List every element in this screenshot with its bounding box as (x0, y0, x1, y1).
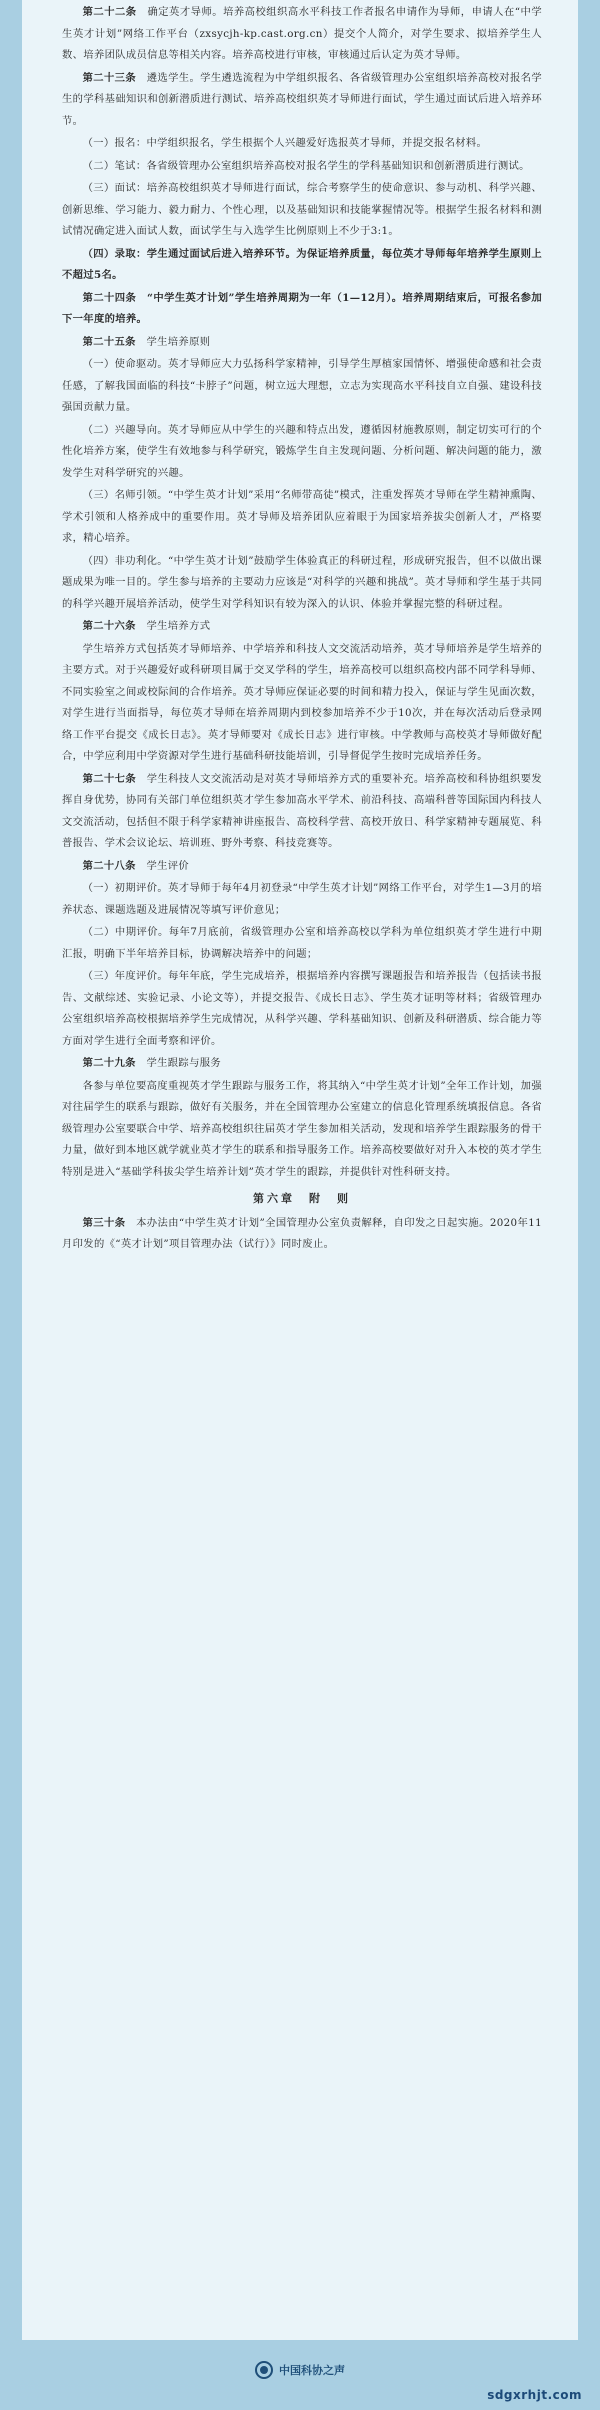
article-paragraph (62, 769, 542, 855)
paragraph-text: （三）年度评价。每年年底，学生完成培养，根据培养内容撰写课题报告和培养报告（包括读书报告、文献综述、实验记录、小论文等），并提交报告、《成长日志》、学生英才证明等材料；省级管理办公室组织培养高校根据培养学生完成情况，从科学兴趣、学科基础知识、创新及科研潜质、综合能力等方面对学生进行全面考察和评价。 (62, 970, 542, 1047)
clause-paragraph (62, 966, 542, 1052)
clause-paragraph (62, 551, 542, 616)
paragraph-text: 学生评价 (146, 859, 190, 872)
article-number: 第二十四条 (82, 291, 137, 304)
paragraph-text: （三）名师引领。“中学生英才计划”采用“名师带高徒”模式，注重发挥英才导师在学生精神熏陶、学术引领和人格养成中的重要作用。英才导师及培养团队应着眼于为国家培养拔尖创新人才，严格要求，精心培养。 (62, 489, 542, 544)
article-number: 第二十二条 (82, 6, 137, 18)
article-number: 第二十七条 (82, 772, 137, 785)
paragraph-text: 确定英才导师。培养高校组织高水平科技工作者报名申请作为导师，申请人在“中学生英才计划”网络工作平台（zxsycjh-kp.cast.org.cn）提交个人简介，对学生要求、拟培养学生人数、培养团队成员信息等相关内容。培养高校进行审核，审核通过后认定为英才导师。 (62, 6, 543, 61)
document-body (62, 0, 542, 1257)
article-paragraph (62, 68, 542, 133)
chapter-heading: 第六章 附 则 (253, 1192, 351, 1205)
paragraph-text: （二）中期评价。每年7月底前，省级管理办公室和培养高校以学科为单位组织英才学生进行中期汇报，明确下半年培养目标，协调解决培养中的问题； (62, 926, 542, 960)
clause-paragraph (62, 1076, 542, 1184)
article-paragraph (62, 2, 542, 67)
paragraph-text: （一）报名：中学组织报名，学生根据个人兴趣爱好选报英才导师，并提交报名材料。 (82, 137, 488, 149)
clause-paragraph (62, 878, 542, 921)
paragraph-text: 遴选学生。学生遴选流程为中学组织报名、各省级管理办公室组织培养高校对报名学生的学科基础知识和创新潜质进行测试、培养高校组织英才导师进行面试，学生通过面试后进入培养环节。 (62, 71, 543, 127)
article-paragraph (62, 1053, 542, 1075)
clause-paragraph (62, 639, 542, 768)
paragraph-text: （二）笔试：各省级管理办公室组织培养高校对报名学生的学科基础知识和创新潜质进行测试。 (82, 159, 530, 172)
clause-paragraph (62, 485, 542, 550)
paragraph-text: 学生跟踪与服务 (146, 1057, 222, 1069)
clause-paragraph (62, 156, 542, 178)
article-number: 第二十三条 (82, 71, 137, 84)
article-number: 第二十八条 (82, 859, 136, 872)
clause-paragraph (62, 420, 542, 485)
clause-paragraph (62, 354, 542, 419)
paragraph-text: （一）初期评价。英才导师于每年4月初登录“中学生英才计划”网络工作平台，对学生1—3月的培养状态、课题选题及进展情况等填写评价意见； (62, 882, 542, 916)
clause-paragraph (62, 922, 542, 965)
article-number: 第三十条 (82, 1216, 126, 1229)
article-paragraph (62, 856, 542, 878)
article-number: 第二十九条 (82, 1057, 136, 1069)
paragraph-text: （四）非功利化。“中学生英才计划”鼓励学生体验真正的科研过程，形成研究报告，但不以做出课题成果为唯一目的。学生参与培养的主要动力应该是“对科学的兴趣和挑战”。英才导师和学生基于共同的科学兴趣开展培养活动，使学生对学科知识有较为深入的认识、体验并掌握完整的科研过程。 (62, 554, 542, 610)
footer-logo-text: 中国科协之声 (279, 2364, 345, 2377)
paragraph-text: （一）使命驱动。英才导师应大力弘扬科学家精神，引导学生厚植家国情怀、增强使命感和社会责任感，了解我国面临的科技“卡脖子”问题，树立远大理想，立志为实现高水平科技自立自强、建设科技强国贡献力量。 (62, 358, 542, 413)
article-paragraph (62, 616, 542, 638)
paragraph-text: （二）兴趣导向。英才导师应从中学生的兴趣和特点出发，遵循因材施教原则，制定切实可行的个性化培养方案，使学生有效地参与科学研究，锻炼学生自主发现问题、分析问题、解决问题的能力，激发学生对科学研究的兴趣。 (62, 423, 542, 479)
paragraph-text: 学生培养方式包括英才导师培养、中学培养和科技人文交流活动培养，英才导师培养是学生培养的主要方式。对于兴趣爱好或科研项目属于交叉学科的学生，培养高校可以组织高校内部不同学科导师、不同实验室之间或校际间的合作培养。英才导师应保证必要的时间和精力投入，保证与学生见面次数，对学生进行当面指导，每位英才导师在培养周期内到校参加培养不少于10次，并在每次活动后登录网络工作平台提交《成长日志》。英才导师要对《成长日志》进行审核。中学教师与高校英才导师做好配合，中学应利用中学资源对学生进行基础科研技能培训，引导督促学生按时完成培养任务。 (62, 642, 542, 762)
article-number: 第二十五条 (82, 335, 136, 348)
footer-logo (0, 2362, 600, 2380)
paragraph-text: 学生培养方式 (146, 620, 211, 632)
paragraph-text: （四）录取：学生通过面试后进入培养环节。为保证培养质量，每位英才导师每年培养学生原则上不超过5名。 (62, 247, 542, 281)
paragraph-text: 本办法由“中学生英才计划”全国管理办公室负责解释，自印发之日起实施。2020年11月印发的《“英才计划”项目管理办法（试行）》同时废止。 (62, 1216, 542, 1250)
paragraph-text: 学生科技人文交流活动是对英才导师培养方式的重要补充。培养高校和科协组织要发挥自身优势，协同有关部门单位组织英才学生参加高水平学术、前沿科技、高端科普等国际国内科技人文交流活动，包括但不限于科学家精神讲座报告、高校科学营、高校开放日、科学家精神专题展览、科普报告、学术会议论坛、培训班、野外考察、科技竞赛等。 (62, 772, 543, 849)
document-card (22, 0, 578, 2340)
paragraph-text: “中学生英才计划”学生培养周期为一年（1—12月）。培养周期结束后，可报名参加下一年度的培养。 (62, 291, 542, 325)
clause-paragraph (62, 133, 542, 155)
article-paragraph (62, 288, 542, 331)
article-paragraph (62, 332, 542, 354)
paragraph-text: 学生培养原则 (146, 335, 211, 348)
paragraph-text: 各参与单位要高度重视英才学生跟踪与服务工作，将其纳入“中学生英才计划”全年工作计划，加强对往届学生的联系与跟踪，做好有关服务，并在全国管理办公室建立的信息化管理系统填报信息。各省级管理办公室要联合中学、培养高校组织往届英才学生参加相关活动，发现和培养学生跟踪服务的骨干力量，做好到本地区就学就业英才学生的联系和指导服务工作。培养高校要做好对升入本校的英才学生特别是进入“基础学科拔尖学生培养计划”英才学生的跟踪，并提供针对性科研支持。 (62, 1079, 542, 1178)
article-paragraph (62, 1213, 542, 1256)
paragraph-text: （三）面试：培养高校组织英才导师进行面试，综合考察学生的使命意识、参与动机、科学兴趣、创新思维、学习能力、毅力耐力、个性心理，以及基础知识和技能掌握情况等。根据学生报名材料和测试情况确定进入面试人数，面试学生与入选学生比例原则上不少于3:1。 (62, 182, 542, 237)
cast-emblem-icon (255, 2361, 273, 2379)
article-number: 第二十六条 (82, 620, 136, 632)
clause-paragraph (62, 178, 542, 243)
clause-paragraph (62, 244, 542, 287)
site-watermark: sdgxrhjt.com (487, 2388, 582, 2402)
